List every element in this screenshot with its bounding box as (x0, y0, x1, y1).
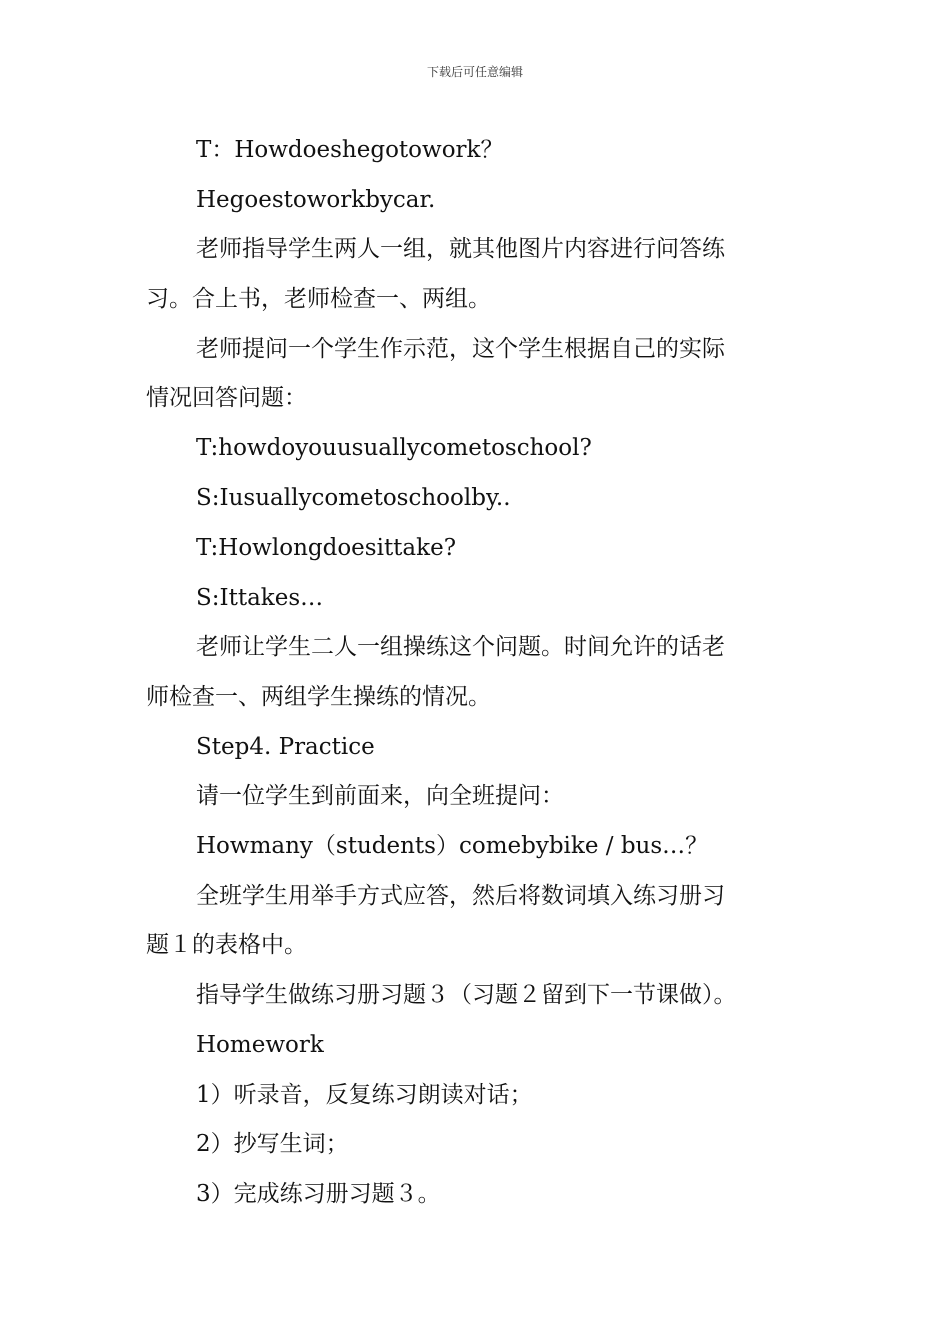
paragraph-line: 情况回答问题： (146, 385, 307, 411)
dialogue-line: T:Howlongdoesittake? (196, 535, 457, 561)
dialogue-line: S:Iusuallycometoschoolby.. (196, 485, 511, 511)
section-heading-step4: Step4. Practice (196, 734, 375, 760)
section-heading-homework: Homework (196, 1032, 324, 1058)
homework-item: 1）听录音，反复练习朗读对话； (196, 1082, 533, 1108)
dialogue-line-question: T：Howdoeshegotowork？ (196, 137, 504, 163)
paragraph-line: 题１的表格中。 (146, 932, 307, 958)
dialogue-line: Howmany（students）comebybike / bus…？ (196, 833, 709, 859)
homework-item: 3）完成练习册习题３。 (196, 1181, 441, 1207)
paragraph-line: 指导学生做练习册习题３（习题２留到下一节课做）。 (196, 982, 737, 1008)
paragraph-line: 习。合上书，老师检查一、两组。 (146, 286, 491, 312)
dialogue-line-answer: Hegoestoworkbycar. (196, 187, 436, 213)
paragraph-line: 请一位学生到前面来，向全班提问： (196, 783, 564, 809)
dialogue-line: S:Ittakes… (196, 585, 324, 611)
paragraph-line: 全班学生用举手方式应答，然后将数词填入练习册习 (196, 883, 725, 909)
dialogue-line: T:howdoyouusuallycometoschool? (196, 435, 592, 461)
page-header: 下载后可任意编辑 (426, 65, 523, 79)
homework-item: 2）抄写生词； (196, 1131, 349, 1157)
paragraph-line: 师检查一、两组学生操练的情况。 (146, 684, 491, 710)
paragraph-line: 老师让学生二人一组操练这个问题。时间允许的话老 (196, 634, 725, 660)
paragraph-line: 老师指导学生两人一组，就其他图片内容进行问答练 (196, 236, 725, 262)
paragraph-line: 老师提问一个学生作示范，这个学生根据自己的实际 (196, 336, 725, 362)
